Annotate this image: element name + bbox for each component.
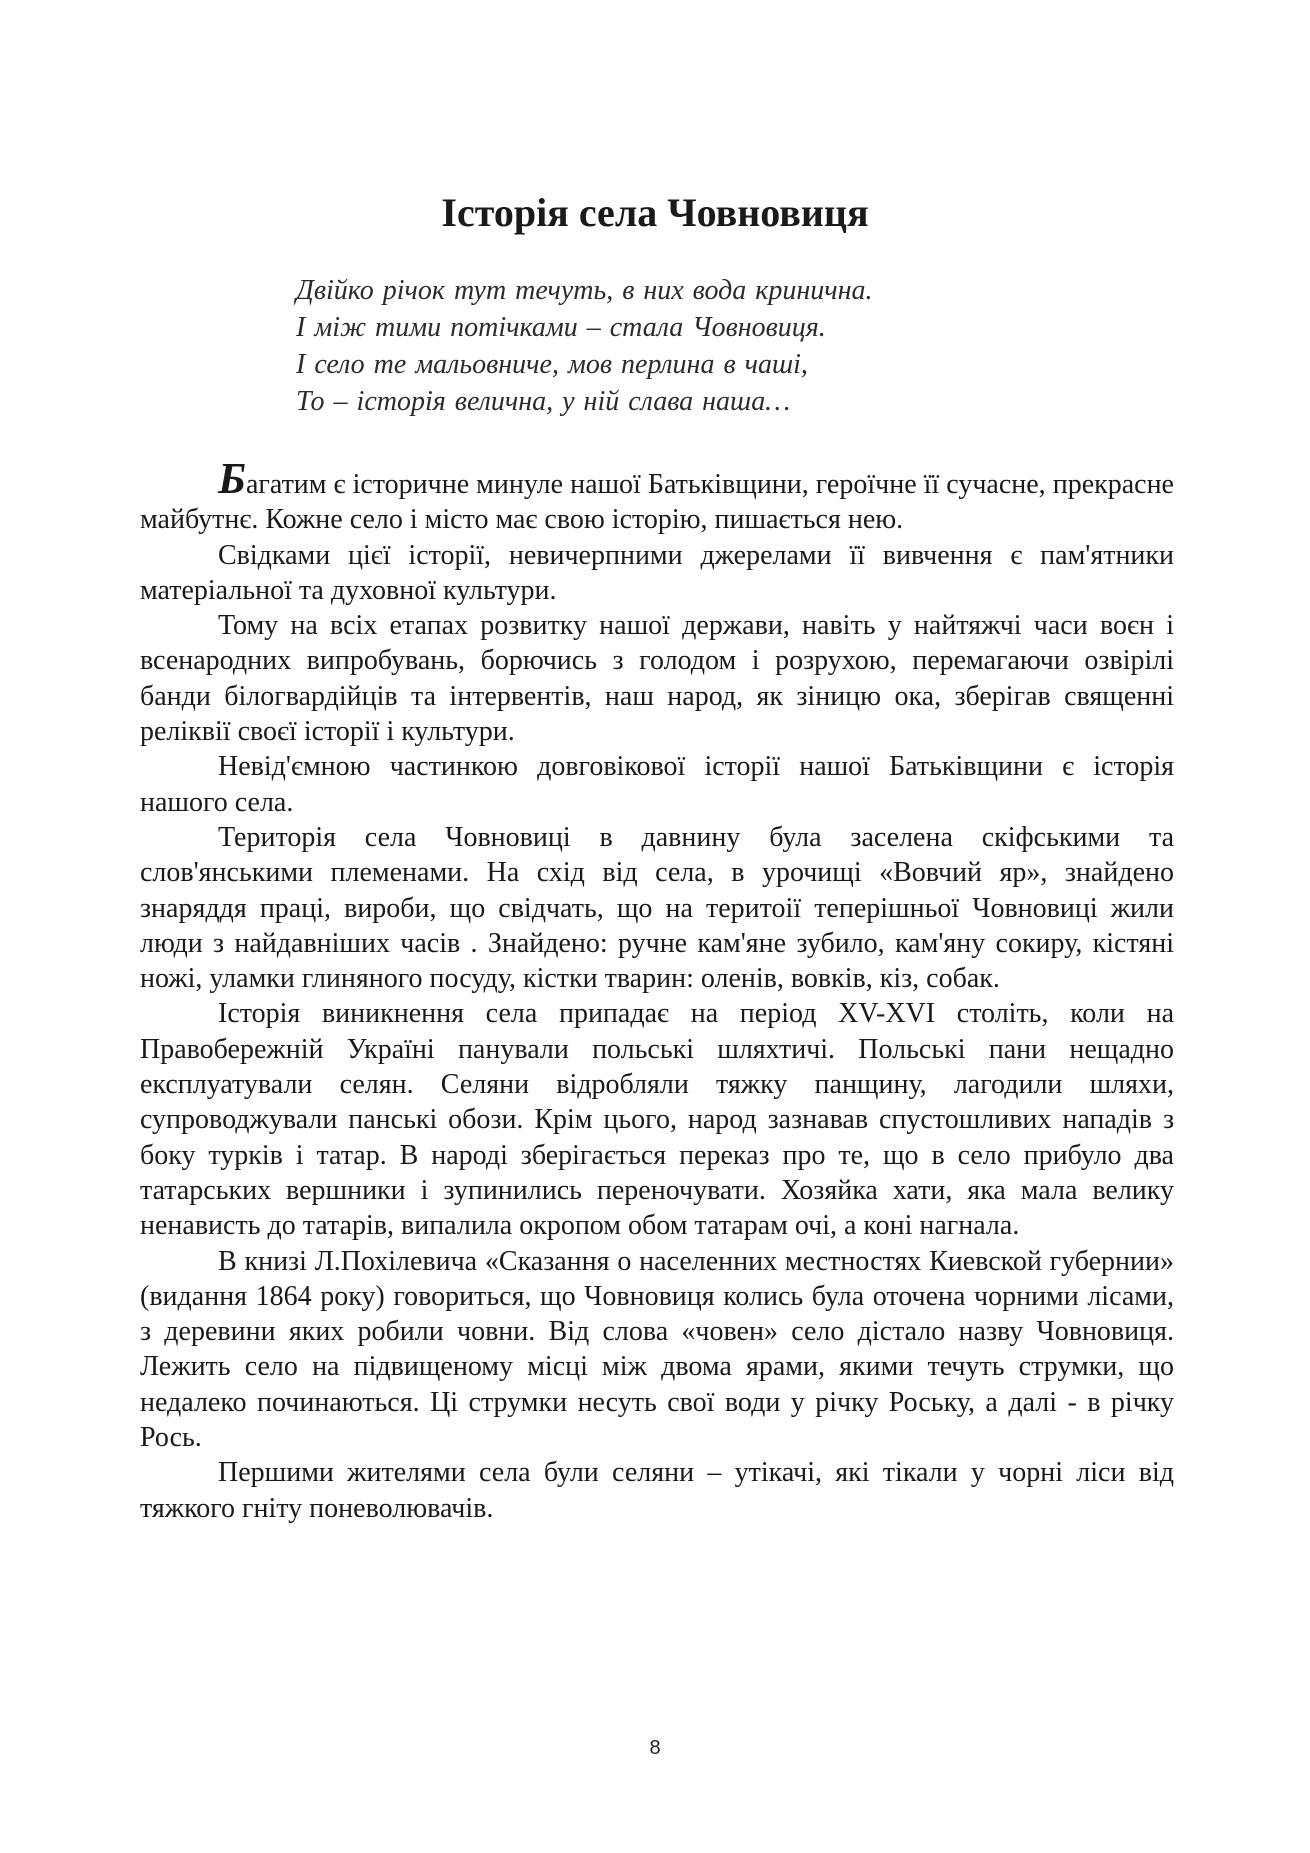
paragraph-text: Першими жителями села були селяни – утікачі, які тікали у чорні ліси від тяжкого гніту поневолювачів. [140, 1457, 1174, 1524]
poem-line: Двійко річок тут течуть, в них вода кринична. [296, 275, 873, 306]
drop-cap: Б [218, 454, 246, 503]
paragraph [140, 820, 1174, 996]
poem-line: То – історія велична, у ній слава наша… [296, 386, 791, 417]
paragraph [140, 996, 1174, 1243]
paragraph [140, 454, 1174, 538]
paragraph [140, 749, 1174, 820]
poem-line: І село те мальовниче, мов перлина в чаші, [296, 349, 808, 380]
page-number: 8 [649, 1737, 661, 1759]
paragraph-text: Тому на всіх етапах розвитку нашої держави, навіть у найтяжчі часи воєн і всенародних випробувань, борючись з голодом і розрухою, перемагаючи озвірілі банди білогвардійців та інтервентів, наш народ, як зіницю ока, зберігав священні реліквії своєї історії і культури. [140, 610, 1174, 748]
paragraph-text: агатим є історичне минуле нашої Батьківщини, героїчне її сучасне, прекрасне майбутнє. Кожне село і місто має свою історію, пишається нею. [140, 469, 1174, 536]
epigraph-poem [296, 272, 1056, 420]
paragraph-text: Свідками цієї історії, невичерпними джерелами її вивчення є пам'ятники матеріальної та духовної культури. [140, 539, 1174, 606]
paragraph [140, 1244, 1174, 1456]
paragraph [140, 608, 1174, 749]
paragraph [140, 1455, 1174, 1526]
body-text [140, 454, 1174, 1526]
page-title: Історія села Човновиця [441, 190, 869, 235]
paragraph-text: Історія виникнення села припадає на період XV-XVI століть, коли на Правобережній Україні панували польські шляхтичі. Польські пани нещадно експлуатували селян. Селяни відробляли тяжку панщину, лагодили шляхи, супроводжували панські обози. Крім цього, народ зазнавав спустошливих нападів з боку турків і татар. В народі зберігається переказ про те, що в село прибуло два татарських вершники і зупинились переночувати. Хозяйка хати, яка мала велику ненависть до татарів, випалила окропом обом татарам очі, а коні нагнала. [140, 998, 1174, 1242]
paragraph-text: В книзі Л.Похілевича «Сказання о населенних местностях Киевской губернии» (видання 1864 року) говориться, що Човновиця колись була оточена чорними лісами, з деревини яких робили човни. Від слова «човен» село дістало назву Човновиця. Лежить село на підвищеному місці між двома ярами, якими течуть струмки, що недалеко починаються. Ці струмки несуть свої води у річку Роську, а далі - в річку Рось. [140, 1245, 1174, 1454]
paragraph-text: Невід'ємною частинкою довговікової історії нашої Батьківщини є історія нашого села. [140, 751, 1174, 818]
paragraph [140, 538, 1174, 609]
paragraph-text: Територія села Човновиці в давнину була заселена скіфськими та слов'янськими племенами. На схід від села, в урочищі «Вовчий яр», знайдено знаряддя праці, вироби, що свідчать, що на теритоії теперішньої Човновиці жили люди з найдавніших часів . Знайдено: ручне кам'яне зубило, кам'яну сокиру, кістяні ножі, уламки глиняного посуду, кістки тварин: оленів, вовків, кіз, собак. [140, 821, 1174, 995]
poem-line: І між тими потічками – стала Човновиця. [296, 312, 826, 343]
